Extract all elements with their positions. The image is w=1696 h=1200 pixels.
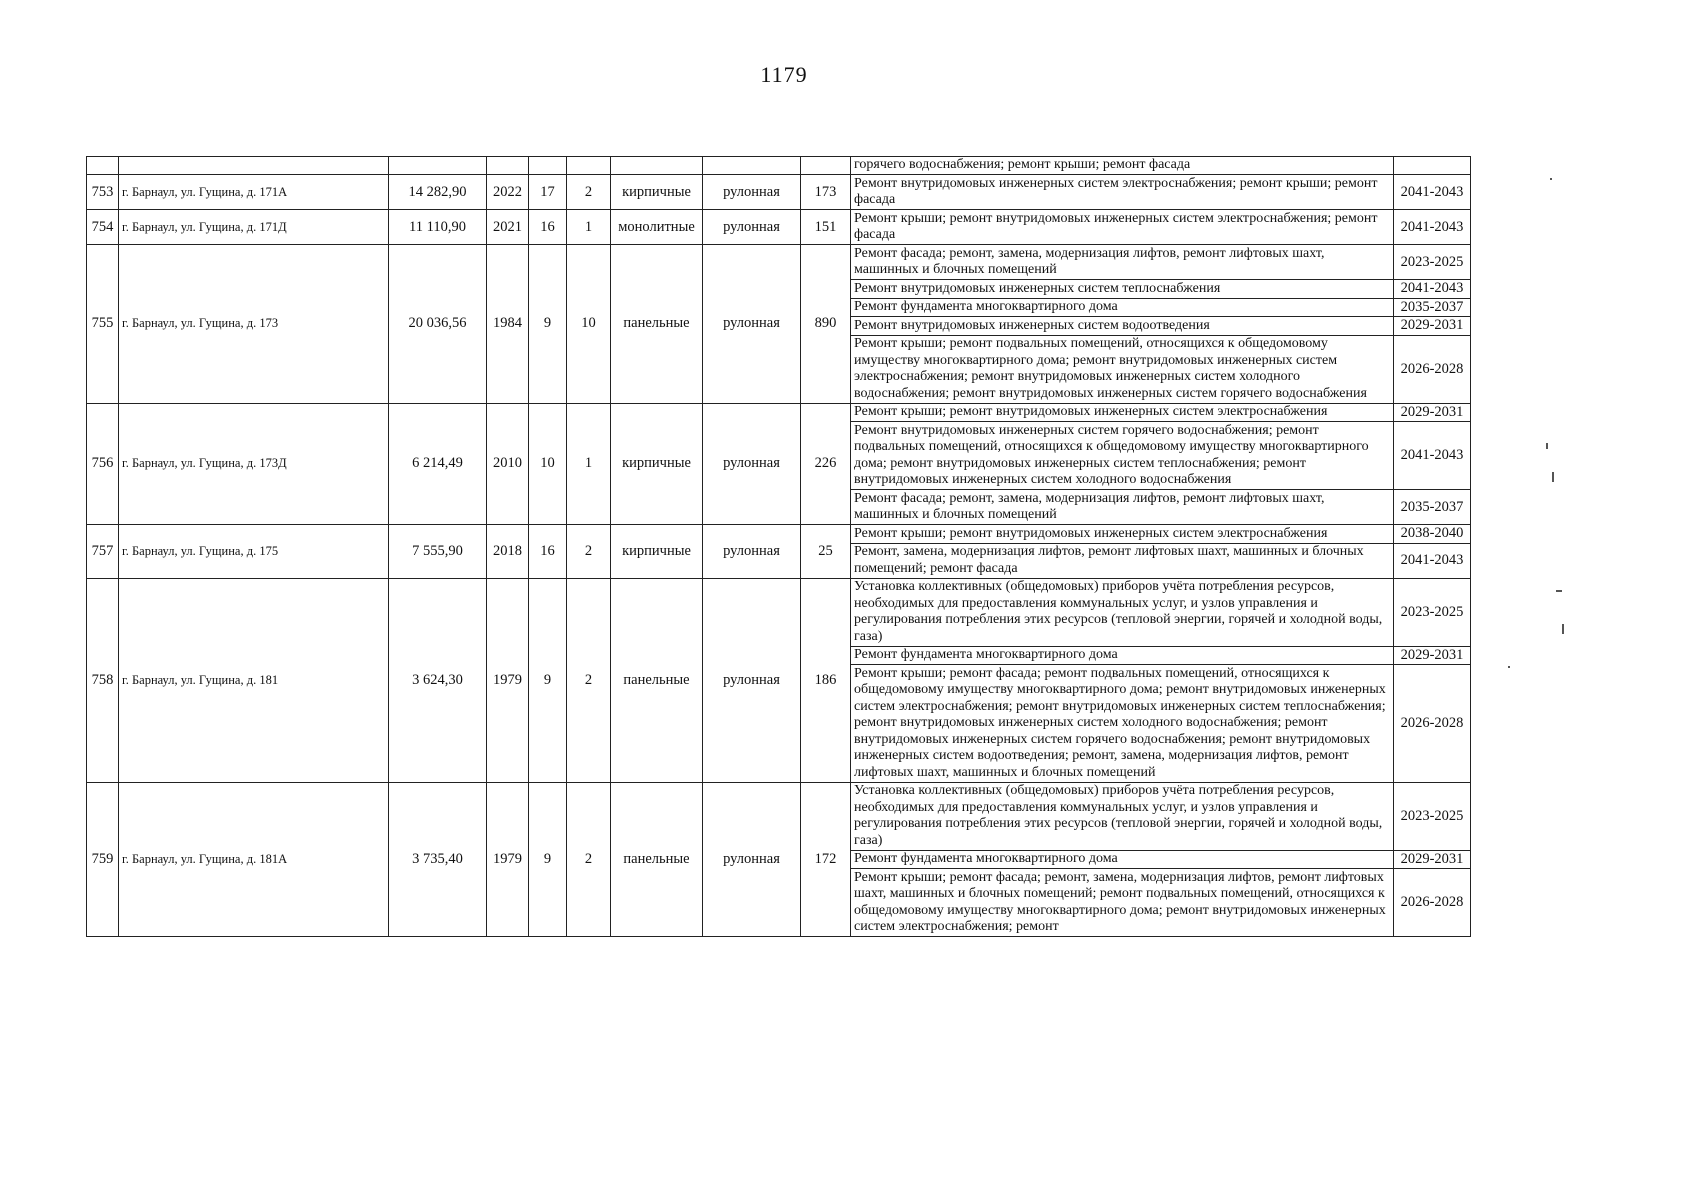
roof-type: рулонная — [703, 525, 801, 579]
empty-cell — [1394, 157, 1471, 175]
repair-work-text: Ремонт, замена, модернизация лифтов, ремонт лифтовых шахт, машинных и блочных помещений; ремонт фасада — [851, 543, 1394, 578]
building-number: 755 — [87, 245, 119, 404]
building-entrances: 2 — [567, 578, 611, 782]
apartment-count: 890 — [801, 245, 851, 404]
wall-material: монолитные — [611, 210, 703, 245]
repair-period: 2035-2037 — [1394, 298, 1471, 317]
building-year: 1979 — [487, 782, 529, 937]
repair-period: 2041-2043 — [1394, 422, 1471, 490]
repair-work-text: Ремонт крыши; ремонт внутридомовых инженерных систем электроснабжения — [851, 403, 1394, 422]
scan-speck — [1508, 666, 1510, 668]
table-row — [87, 245, 1471, 280]
repair-work-text: Ремонт крыши; ремонт внутридомовых инженерных систем электроснабжения; ремонт фасада — [851, 210, 1394, 245]
repair-period: 2041-2043 — [1394, 280, 1471, 299]
building-number: 754 — [87, 210, 119, 245]
building-area: 11 110,90 — [389, 210, 487, 245]
building-area: 20 036,56 — [389, 245, 487, 404]
roof-type: рулонная — [703, 782, 801, 937]
building-address: г. Барнаул, ул. Гущина, д. 181 — [119, 578, 389, 782]
building-number: 753 — [87, 175, 119, 210]
repair-work-text: Ремонт фундамента многоквартирного дома — [851, 850, 1394, 869]
wall-material: панельные — [611, 245, 703, 404]
wall-material: кирпичные — [611, 175, 703, 210]
roof-type: рулонная — [703, 578, 801, 782]
empty-cell — [529, 157, 567, 175]
repair-period: 2026-2028 — [1394, 869, 1471, 937]
repair-work-text: Установка коллективных (общедомовых) приборов учёта потребления ресурсов, необходимых для предоставления коммунальных услуг, и узлов управления и регулирования потребления этих ресурсов (тепловой энергии, горячей и холодной воды, газа) — [851, 578, 1394, 646]
building-floors: 17 — [529, 175, 567, 210]
repair-work-text: Ремонт фасада; ремонт, замена, модернизация лифтов, ремонт лифтовых шахт, машинных и блочных помещений — [851, 490, 1394, 525]
building-address: г. Барнаул, ул. Гущина, д. 181А — [119, 782, 389, 937]
building-floors: 9 — [529, 245, 567, 404]
repair-work-text: Ремонт внутридомовых инженерных систем водоотведения — [851, 317, 1394, 336]
wall-material: панельные — [611, 578, 703, 782]
building-number: 759 — [87, 782, 119, 937]
roof-type: рулонная — [703, 245, 801, 404]
repair-work-text: Ремонт фасада; ремонт, замена, модернизация лифтов, ремонт лифтовых шахт, машинных и блочных помещений — [851, 245, 1394, 280]
building-year: 2022 — [487, 175, 529, 210]
table-row — [87, 210, 1471, 245]
building-number: 757 — [87, 525, 119, 579]
wall-material: кирпичные — [611, 525, 703, 579]
building-year: 1984 — [487, 245, 529, 404]
building-floors: 9 — [529, 782, 567, 937]
table-row — [87, 175, 1471, 210]
repair-period: 2041-2043 — [1394, 175, 1471, 210]
scan-speck — [1556, 590, 1562, 592]
building-floors: 16 — [529, 525, 567, 579]
repair-period: 2023-2025 — [1394, 245, 1471, 280]
continuation-row — [87, 157, 1471, 175]
empty-cell — [87, 157, 119, 175]
building-number: 758 — [87, 578, 119, 782]
building-entrances: 10 — [567, 245, 611, 404]
building-entrances: 2 — [567, 175, 611, 210]
building-year: 2021 — [487, 210, 529, 245]
repair-work-text: Установка коллективных (общедомовых) приборов учёта потребления ресурсов, необходимых для предоставления коммунальных услуг, и узлов управления и регулирования потребления этих ресурсов (тепловой энергии, горячей и холодной воды, газа) — [851, 782, 1394, 850]
page-number: 1179 — [760, 62, 808, 87]
apartment-count: 226 — [801, 403, 851, 525]
empty-cell — [611, 157, 703, 175]
repair-period: 2029-2031 — [1394, 403, 1471, 422]
wall-material: панельные — [611, 782, 703, 937]
empty-cell — [119, 157, 389, 175]
table-row — [87, 525, 1471, 544]
scan-speck — [1562, 624, 1564, 634]
repair-work-text: Ремонт крыши; ремонт фасада; ремонт, замена, модернизация лифтов, ремонт лифтовых шахт, машинных и блочных помещений; ремонт подвальных помещений, относящихся к общедомовому имуществу многоквартирного дома; ремонт внутридомовых инженерных систем электроснабжения; ремонт — [851, 869, 1394, 937]
building-area: 3 624,30 — [389, 578, 487, 782]
continuation-work-text: горячего водоснабжения; ремонт крыши; ремонт фасада — [851, 157, 1394, 175]
repair-work-text: Ремонт фундамента многоквартирного дома — [851, 298, 1394, 317]
table-body — [87, 157, 1471, 937]
scan-speck — [1550, 178, 1552, 180]
empty-cell — [487, 157, 529, 175]
building-entrances: 1 — [567, 403, 611, 525]
building-number: 756 — [87, 403, 119, 525]
wall-material: кирпичные — [611, 403, 703, 525]
repair-work-text: Ремонт внутридомовых инженерных систем теплоснабжения — [851, 280, 1394, 299]
building-entrances: 1 — [567, 210, 611, 245]
repair-work-text: Ремонт внутридомовых инженерных систем горячего водоснабжения; ремонт подвальных помещений, относящихся к общедомовому имуществу многоквартирного дома; ремонт внутридомовых инженерных систем теплоснабжения; ремонт внутридомовых инженерных систем холодного водоснабжения — [851, 422, 1394, 490]
repair-period: 2029-2031 — [1394, 317, 1471, 336]
building-area: 3 735,40 — [389, 782, 487, 937]
repair-period: 2038-2040 — [1394, 525, 1471, 544]
building-entrances: 2 — [567, 525, 611, 579]
building-floors: 9 — [529, 578, 567, 782]
table-row — [87, 782, 1471, 850]
scan-speck — [1546, 443, 1548, 449]
building-year: 2010 — [487, 403, 529, 525]
repair-work-text: Ремонт крыши; ремонт подвальных помещений, относящихся к общедомовому имуществу многоквартирного дома; ремонт внутридомовых инженерных систем электроснабжения; ремонт внутридомовых инженерных систем холодного водоснабжения; ремонт внутридомовых инженерных систем горячего водоснабжения — [851, 335, 1394, 403]
repair-work-text: Ремонт внутридомовых инженерных систем электроснабжения; ремонт крыши; ремонт фасада — [851, 175, 1394, 210]
roof-type: рулонная — [703, 403, 801, 525]
building-entrances: 2 — [567, 782, 611, 937]
repair-period: 2023-2025 — [1394, 578, 1471, 646]
empty-cell — [703, 157, 801, 175]
building-address: г. Барнаул, ул. Гущина, д. 171А — [119, 175, 389, 210]
repair-work-text: Ремонт крыши; ремонт внутридомовых инженерных систем электроснабжения — [851, 525, 1394, 544]
roof-type: рулонная — [703, 175, 801, 210]
building-year: 1979 — [487, 578, 529, 782]
apartment-count: 173 — [801, 175, 851, 210]
building-year: 2018 — [487, 525, 529, 579]
building-floors: 10 — [529, 403, 567, 525]
building-area: 6 214,49 — [389, 403, 487, 525]
repair-period: 2041-2043 — [1394, 210, 1471, 245]
apartment-count: 172 — [801, 782, 851, 937]
repair-schedule-table — [86, 156, 1471, 937]
building-area: 7 555,90 — [389, 525, 487, 579]
repair-period: 2029-2031 — [1394, 646, 1471, 665]
building-area: 14 282,90 — [389, 175, 487, 210]
apartment-count: 186 — [801, 578, 851, 782]
building-address: г. Барнаул, ул. Гущина, д. 171Д — [119, 210, 389, 245]
table-row — [87, 403, 1471, 422]
apartment-count: 25 — [801, 525, 851, 579]
building-address: г. Барнаул, ул. Гущина, д. 175 — [119, 525, 389, 579]
building-address: г. Барнаул, ул. Гущина, д. 173Д — [119, 403, 389, 525]
repair-period: 2026-2028 — [1394, 335, 1471, 403]
empty-cell — [389, 157, 487, 175]
repair-period: 2029-2031 — [1394, 850, 1471, 869]
repair-work-text: Ремонт фундамента многоквартирного дома — [851, 646, 1394, 665]
building-address: г. Барнаул, ул. Гущина, д. 173 — [119, 245, 389, 404]
roof-type: рулонная — [703, 210, 801, 245]
table-row — [87, 578, 1471, 646]
building-floors: 16 — [529, 210, 567, 245]
repair-period: 2023-2025 — [1394, 782, 1471, 850]
repair-period: 2026-2028 — [1394, 665, 1471, 783]
repair-period: 2041-2043 — [1394, 543, 1471, 578]
scan-speck — [1552, 472, 1554, 482]
repair-period: 2035-2037 — [1394, 490, 1471, 525]
empty-cell — [801, 157, 851, 175]
empty-cell — [567, 157, 611, 175]
repair-work-text: Ремонт крыши; ремонт фасада; ремонт подвальных помещений, относящихся к общедомовому имуществу многоквартирного дома; ремонт внутридомовых инженерных систем электроснабжения; ремонт внутридомовых инженерных систем теплоснабжения; ремонт внутридомовых инженерных систем холодного водоснабжения; ремонт внутридомовых инженерных систем горячего водоснабжения; ремонт внутридомовых инженерных систем водоотведения; ремонт, замена, модернизация лифтов, ремонт лифтовых шахт, машинных и блочных помещений — [851, 665, 1394, 783]
apartment-count: 151 — [801, 210, 851, 245]
